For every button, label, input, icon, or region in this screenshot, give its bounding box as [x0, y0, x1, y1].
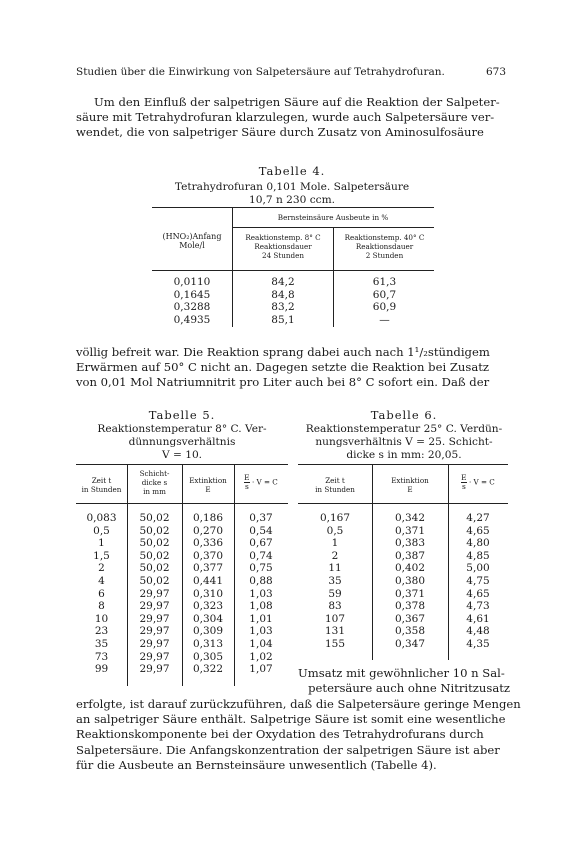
- table-cell: 23: [94, 625, 109, 638]
- table-cell: 0,383: [394, 537, 426, 550]
- fraction: [461, 474, 466, 491]
- header-line: in Stunden: [81, 485, 122, 494]
- table-cell: 1,02: [249, 650, 273, 663]
- table-cell: 50,02: [139, 574, 170, 587]
- table-cell: 0,441: [192, 574, 224, 587]
- text-line: Salpetersäure. Die Anfangskonzentration der salpetrigen Säure ist aber: [76, 742, 500, 757]
- table-cell: 1,07: [249, 663, 273, 676]
- table4-col3-values: [335, 276, 434, 326]
- table-cell: 0,370: [192, 549, 224, 562]
- table-cell: 0,083: [86, 512, 117, 524]
- table-cell: 8: [98, 600, 105, 613]
- text-line: erfolgte, ist darauf zurückzuführen, daß die Salpetersäure geringe Mengen: [76, 697, 521, 711]
- table-cell: 0,186: [192, 512, 224, 524]
- header-line: in mm: [143, 487, 166, 496]
- table-cell: 0,371: [394, 524, 426, 537]
- table-cell: 4,65: [466, 587, 490, 600]
- table-cell: 4,85: [466, 549, 490, 562]
- paragraph-intro: [76, 95, 508, 141]
- text-line: Umsatz mit gewöhnlicher 10 n Sal-: [298, 666, 505, 680]
- table-cell: 155: [324, 637, 346, 650]
- table-cell: 0,4935: [173, 313, 211, 326]
- table-cell: 50,02: [139, 537, 170, 550]
- table-cell: 0,270: [192, 524, 224, 537]
- table-cell: —: [379, 313, 390, 326]
- table4-col1-header: [152, 232, 232, 250]
- table4-divider: [333, 227, 334, 327]
- table-cell: 84,8: [271, 288, 295, 301]
- header-line: Schicht-: [139, 469, 170, 478]
- table4-divider: [232, 207, 233, 327]
- header-line: E: [407, 485, 413, 494]
- table4-header-rule: [152, 270, 434, 271]
- table-cell: 0,3288: [173, 301, 211, 314]
- page-number: 673: [485, 66, 506, 78]
- text-line: völlig befreit war. Die Reaktion sprang dabei auch nach 1¹/₂stündigem: [76, 345, 490, 359]
- table-cell: 50,02: [139, 562, 170, 575]
- table5-schicht-values: [127, 512, 182, 676]
- header-line: Zeit t: [91, 476, 112, 485]
- table5-zeit-values: [76, 512, 127, 676]
- table-cell: 60,9: [372, 301, 397, 314]
- header-line: Reaktionsdauer: [355, 242, 414, 251]
- table-cell: 0,74: [249, 549, 273, 562]
- table-cell: 0,1645: [173, 288, 211, 301]
- table-cell: 61,3: [372, 276, 397, 288]
- text-line: Reaktionskomponente bei der Oxydation des Tetrahydrofurans durch: [76, 727, 484, 742]
- caption-line: dicke s in mm: 20,05.: [346, 449, 462, 461]
- ratio-suffix: · V = C: [251, 477, 278, 487]
- table4-col3-header: [335, 233, 434, 260]
- table-cell: 4,80: [466, 537, 490, 550]
- table-cell: 0,358: [394, 625, 426, 638]
- table-cell: 59: [328, 587, 342, 600]
- table-cell: 0,37: [249, 512, 273, 524]
- table-cell: 0,310: [192, 587, 224, 600]
- table-cell: 1: [98, 537, 105, 550]
- table-cell: 0,378: [394, 600, 426, 613]
- table-cell: 0,0110: [173, 276, 211, 288]
- table6-top-rule: [298, 464, 508, 465]
- paragraph-conclusion: [76, 697, 521, 773]
- header-line: 2 Stunden: [365, 251, 404, 260]
- text-line: petersäure auch ohne Nitritzusatz: [308, 681, 510, 696]
- table-cell: 1: [331, 537, 339, 550]
- text-line: Um den Einfluß der salpetrigen Säure auf die Reaktion der Salpeter-: [94, 95, 500, 109]
- table-cell: 0,5: [93, 524, 110, 537]
- text-line: von 0,01 Mol Natriumnitrit pro Liter auch bei 8° C sofort ein. Daß der: [76, 375, 490, 390]
- table-cell: 29,97: [139, 637, 170, 650]
- table-cell: 107: [324, 612, 346, 625]
- table-cell: 1,03: [249, 625, 273, 638]
- table6-zeit-values: [298, 512, 372, 651]
- text-line: für die Ausbeute an Bernsteinsäure unwesentlich (Tabelle 4).: [76, 757, 437, 772]
- table-cell: 0,167: [319, 512, 351, 524]
- table-cell: 0,342: [394, 512, 426, 524]
- table-cell: 0,309: [192, 625, 224, 638]
- table-cell: 85,1: [271, 313, 295, 326]
- table-cell: 131: [324, 625, 346, 638]
- table-cell: 35: [328, 574, 342, 587]
- table-cell: 4,27: [466, 512, 490, 524]
- table-cell: 0,304: [192, 612, 224, 625]
- table-cell: 0,387: [394, 549, 426, 562]
- caption-line: dünnungsverhältnis: [128, 436, 236, 448]
- table-cell: 83: [328, 600, 342, 613]
- table-cell: 0,75: [249, 562, 273, 575]
- table5-c-values: [234, 512, 288, 676]
- table-cell: 29,97: [139, 625, 170, 638]
- table-cell: 6: [98, 587, 105, 600]
- table-cell: 60,7: [372, 288, 397, 301]
- table6-caption: [296, 423, 512, 462]
- fraction: [244, 474, 249, 491]
- table-cell: 0,380: [394, 574, 426, 587]
- table-cell: 0,88: [249, 574, 273, 587]
- header-line: Reaktionstemp. 40° C: [344, 233, 425, 242]
- table-cell: 11: [328, 562, 342, 575]
- table6-header-rule: [298, 503, 508, 504]
- table-cell: 4,48: [466, 625, 490, 638]
- table-cell: 0,322: [192, 663, 224, 676]
- table-cell: 1,08: [249, 600, 273, 613]
- caption-line: V = 10.: [161, 449, 203, 461]
- table-cell: 1,03: [249, 587, 273, 600]
- caption-line: Reaktionstemperatur 8° C. Ver-: [97, 423, 267, 435]
- fraction-denominator: s: [461, 482, 466, 491]
- text-line: säure mit Tetrahydrofuran klarzulegen, wurde auch Salpetersäure ver-: [76, 110, 495, 125]
- table-cell: 50,02: [139, 549, 170, 562]
- table-cell: 0,323: [192, 600, 224, 613]
- table-cell: 0,336: [192, 537, 224, 550]
- table-cell: 29,97: [139, 600, 170, 613]
- table5-ext-header: [182, 476, 234, 494]
- table-cell: 0,5: [326, 524, 344, 537]
- table-cell: 29,97: [139, 587, 170, 600]
- table-cell: 10: [94, 612, 109, 625]
- table-cell: 4,65: [466, 524, 490, 537]
- header-line: Reaktionsdauer: [254, 242, 312, 251]
- header-line: in Stunden: [315, 485, 355, 494]
- header-line: Reaktionstemp. 8° C: [245, 233, 321, 242]
- table-cell: 29,97: [139, 663, 170, 676]
- table5-zeit-header: [76, 476, 127, 494]
- text-line: wendet, die von salpetriger Säure durch Zusatz von Aminosulfosäure: [76, 125, 484, 140]
- table-cell: 0,402: [394, 562, 426, 575]
- table-cell: 0,377: [192, 562, 224, 575]
- caption-line: Tetrahydrofuran 0,101 Mole. Salpetersäure: [174, 181, 410, 193]
- table-cell: 1,04: [249, 637, 273, 650]
- table4-col2-header: [234, 233, 332, 260]
- table4-col1-values: [152, 276, 232, 326]
- table5-schicht-header: [127, 469, 182, 496]
- table-cell: 0,367: [394, 612, 426, 625]
- table4-col2-values: [234, 276, 332, 326]
- table4-title: Tabelle 4.: [258, 164, 326, 178]
- table-cell: 0,305: [192, 650, 224, 663]
- table6-ratio-header: [448, 474, 508, 491]
- header-line: Mole/l: [179, 241, 205, 250]
- table-cell: 5,00: [466, 562, 490, 575]
- table-cell: 29,97: [139, 650, 170, 663]
- table-cell: 0,67: [249, 537, 273, 550]
- running-title: Studien über die Einwirkung von Salpetersäure auf Tetrahydrofuran.: [76, 66, 445, 78]
- table-cell: 1,01: [249, 612, 273, 625]
- caption-line: 10,7 n 230 ccm.: [248, 194, 335, 206]
- fraction-numerator: E: [461, 473, 467, 482]
- table-cell: 73: [94, 650, 109, 663]
- table6-title: Tabelle 6.: [370, 408, 438, 422]
- table5-ext-values: [182, 512, 234, 676]
- table-cell: 4,35: [466, 637, 490, 650]
- table-cell: 99: [94, 663, 109, 676]
- header-line: Extinktion: [391, 476, 429, 485]
- header-line: 24 Stunden: [262, 251, 304, 260]
- fraction-numerator: E: [244, 473, 250, 482]
- running-header: [76, 66, 506, 78]
- table-cell: 4,73: [466, 600, 490, 613]
- text-line: Erwärmen auf 50° C nicht an. Dagegen setzte die Reaktion bei Zusatz: [76, 360, 490, 375]
- table-cell: 4: [98, 574, 105, 587]
- table-cell: 83,2: [271, 301, 295, 314]
- table6-ext-header: [372, 476, 448, 494]
- table4-group-header: Bernsteinsäure Ausbeute in %: [277, 213, 389, 222]
- header-line: dicke s: [141, 478, 168, 487]
- table-cell: 2: [331, 549, 339, 562]
- table6-c-values: [448, 512, 508, 651]
- table-cell: 4,61: [466, 612, 490, 625]
- table5-title: Tabelle 5.: [148, 408, 216, 422]
- table-cell: 35: [94, 637, 109, 650]
- ratio-suffix: · V = C: [468, 477, 495, 487]
- table-cell: 0,371: [394, 587, 426, 600]
- header-line: (HNO₂)Anfang: [162, 232, 222, 241]
- table5-ratio-header: [234, 474, 288, 491]
- table-cell: 0,347: [394, 637, 426, 650]
- table5-caption: [76, 423, 288, 462]
- table4-caption: [76, 181, 508, 207]
- text-line: an salpetriger Säure enthält. Salpetrige Säure ist somit eine wesentliche: [76, 712, 506, 727]
- caption-line: nungsverhältnis V = 25. Schicht-: [315, 436, 493, 448]
- fraction-denominator: s: [244, 482, 249, 491]
- table4-top-rule: [152, 207, 434, 208]
- table-cell: 50,02: [139, 524, 170, 537]
- table6-ext-values: [372, 512, 448, 651]
- side-note: [298, 666, 510, 696]
- header-line: Extinktion: [189, 476, 227, 485]
- table6-zeit-header: [298, 476, 372, 494]
- header-line: Zeit t: [325, 476, 345, 485]
- table-cell: 84,2: [271, 276, 295, 288]
- paragraph-middle: [76, 345, 508, 391]
- header-line: E: [205, 485, 211, 494]
- table-cell: 4,75: [466, 574, 490, 587]
- caption-line: Reaktionstemperatur 25° C. Verdün-: [305, 423, 503, 435]
- table-cell: 1,5: [93, 549, 110, 562]
- table-cell: 2: [98, 562, 105, 575]
- table-cell: 0,54: [249, 524, 273, 537]
- table-cell: 29,97: [139, 612, 170, 625]
- table-cell: 0,313: [192, 637, 224, 650]
- table-cell: 50,02: [139, 512, 170, 524]
